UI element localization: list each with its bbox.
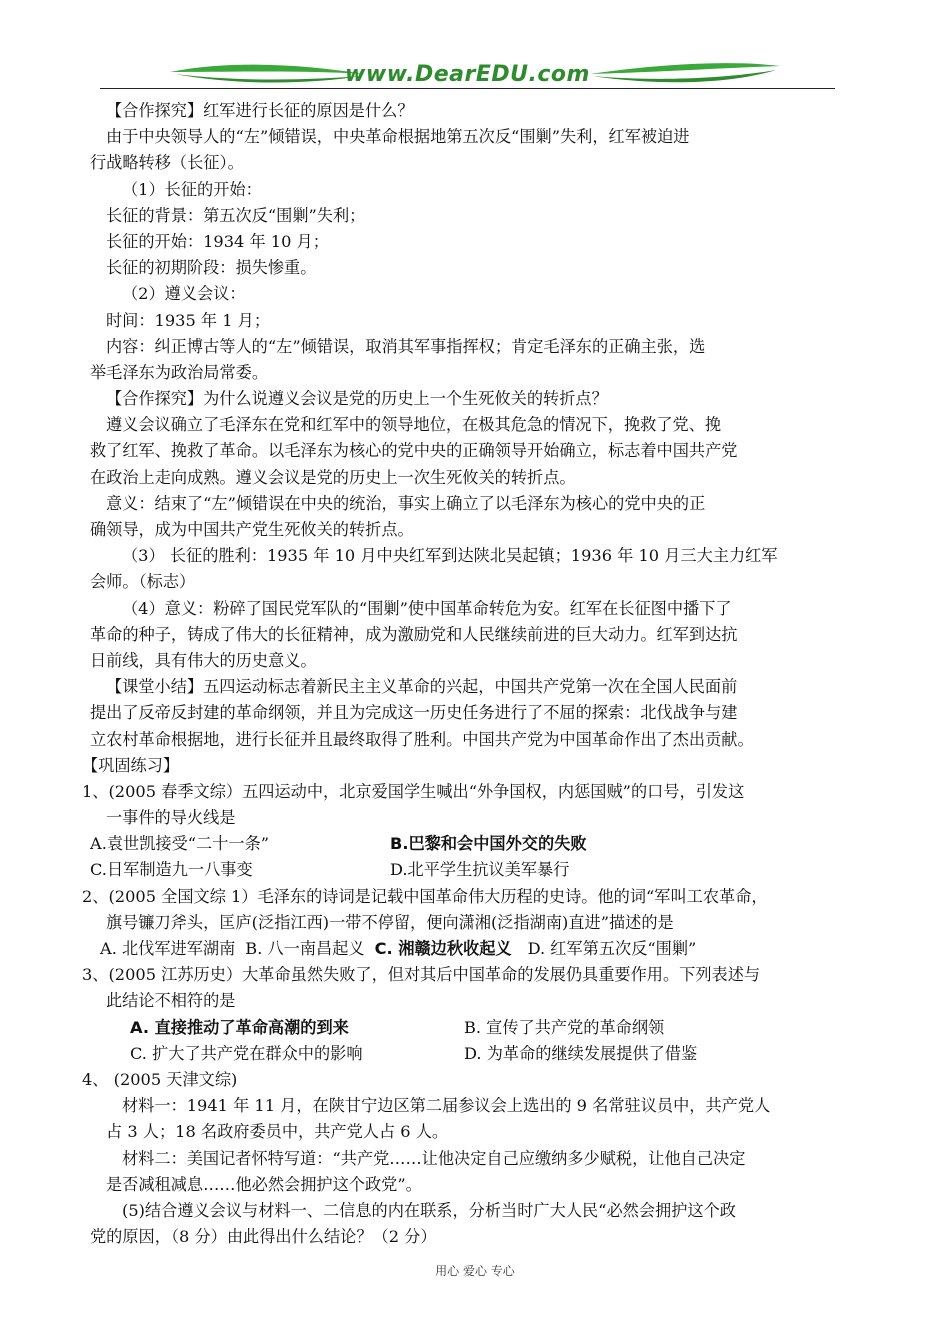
material-2-cont: 是否减租减息……他必然会拥护这个政党”。 [106,1174,422,1194]
paragraph-line: 日前线，具有伟大的历史意义。 [90,650,317,670]
material-1: 材料一：1941 年 11 月，在陕甘宁边区第二届参议会上选出的 9 名常驻议员中，共产党人 [122,1096,771,1116]
paragraph-line: 提出了反帝反封建的革命纲领，并且为完成这一历史任务进行了不屈的探索：北伐战争与建 [90,703,738,723]
question-1-cont: 一事件的导火线是 [106,808,236,828]
paragraph-line: 内容：纠正博古等人的“左”倾错误，取消其军事指挥权；肯定毛泽东的正确主张，选 [106,336,706,356]
question-2: 2、(2005 全国文综 1）毛泽东的诗词是记载中国革命伟大历程的史诗。他的词“军叫工农革命， [82,886,768,906]
q3-option-c: C. 扩大了共产党在群众中的影响 [130,1043,363,1063]
q1-options-row-2 [90,857,860,883]
paragraph-line: （4）意义：粉碎了国民党军队的“围剿”使中国革命转危为安。红军在长征图中播下了 [122,598,732,618]
section-heading: 【合作探究】红军进行长征的原因是什么？ [106,101,414,120]
sub-question-5: (5)结合遵义会议与材料一、二信息的内在联系，分析当时广大人民“必然会拥护这个政 [122,1200,736,1220]
q3-option-b: B. 宣传了共产党的革命纲领 [464,1017,665,1037]
page-header [100,58,835,92]
question-4: 4、 (2005 天津文综) [82,1069,238,1089]
site-url[interactable]: www.DearEDU.com [345,62,590,87]
practice-heading: 【巩固练习】 [82,755,180,775]
paragraph-line: 革命的种子，铸成了伟大的长征精神，成为激励党和人民继续前进的巨大动力。红军到达抗 [90,624,738,644]
paragraph-line: 会师。（标志） [90,572,196,592]
header-rule [100,88,835,89]
paragraph-line: 确领导，成为中国共产党生死攸关的转折点。 [90,520,414,539]
paragraph-line: 意义：结束了“左”倾错误在中央的统治，事实上确立了以毛泽东为核心的党中央的正 [106,493,706,513]
q1-option-b: B.巴黎和会中国外交的失败 [390,834,587,854]
paragraph-line: 举毛泽东为政治局常委。 [90,362,269,382]
paragraph-line: 长征的初期阶段：损失惨重。 [106,258,317,278]
paragraph-line: （3） 长征的胜利：1935 年 10 月中央红军到达陕北吴起镇；1936 年 10 月三大主力红军 [122,546,778,566]
paragraph-line: 救了红军、挽救了革命。以毛泽东为核心的党中央的正确领导开始确立，标志着中国共产党 [90,441,738,461]
paragraph-line: 在政治上走向成熟。遵义会议是党的历史上一次生死攸关的转折点。 [90,467,576,487]
q1-option-a: A.袁世凯接受“二十一条” [90,834,270,854]
q3-options-row-2 [90,1041,860,1067]
subheading: （2）遵义会议： [122,284,246,304]
question-1: 1、(2005 春季文综）五四运动中，北京爱国学生喊出“外争国权，内惩国贼”的口号，引发这 [82,781,745,801]
paragraph-line: 长征的开始：1934 年 10 月； [106,231,329,251]
q1-option-c: C.日军制造九一八事变 [90,860,253,880]
question-3: 3、(2005 江苏历史）大革命虽然失败了，但对其后中国革命的发展仍具重要作用。下列表述与 [82,965,761,985]
question-2-cont: 旗号镰刀斧头，匡庐(泛指江西)一带不停留，便向潇湘(泛指湖南)直进”描述的是 [106,912,674,932]
paragraph-line: 立农村革命根据地，进行长征并且最终取得了胜利。中国共产党为中国革命作出了杰出贡献。 [90,729,754,749]
paragraph-line: 由于中央领导人的“左”倾错误，中央革命根据地第五次反“围剿”失利，红军被迫进 [106,127,690,147]
paragraph-line: 时间：1935 年 1 月； [106,310,271,330]
material-2: 材料二：美国记者怀特写道：“共产党……让他决定自己应缴纳多少赋税，让他自己决定 [122,1148,746,1168]
q1-option-d: D.北平学生抗议美军暴行 [390,860,570,880]
q2-option-d: D. 红军第五次反“围剿” [527,939,697,958]
q3-option-d: D. 为革命的继续发展提供了借鉴 [464,1043,698,1063]
q2-option-c: C. 湘赣边秋收起义 [374,939,512,958]
document-body [82,98,860,1250]
material-1-cont: 占 3 人；18 名政府委员中，共产党人占 6 人。 [106,1122,449,1142]
q3-option-a: A. 直接推动了革命高潮的到来 [130,1017,349,1037]
paragraph-line: 长征的背景：第五次反“围剿”失利； [106,205,366,225]
q1-options-row-1 [90,831,860,857]
q2-option-b: B. 八一南昌起义 [245,939,365,958]
question-3-cont: 此结论不相符的是 [106,991,236,1011]
subheading: （1）长征的开始： [122,179,262,199]
summary-heading: 【课堂小结】五四运动标志着新民主主义革命的兴起，中国共产党第一次在全国人民面前 [106,677,738,697]
q3-options-row-1 [90,1015,860,1041]
page-footer: 用心 爱心 专心 [435,1264,515,1278]
paragraph-line: 行战略转移（长征）。 [90,153,244,173]
q2-options-row [90,936,860,962]
q2-option-a: A. 北伐军进军湖南 [100,939,236,958]
section-heading: 【合作探究】为什么说遵义会议是党的历史上一个生死攸关的转折点？ [106,389,608,409]
sub-question-5-cont: 党的原因，（8 分）由此得出什么结论？（2 分） [90,1227,437,1247]
paragraph-line: 遵义会议确立了毛泽东在党和红军中的领导地位，在极其危急的情况下，挽救了党、挽 [106,415,722,435]
